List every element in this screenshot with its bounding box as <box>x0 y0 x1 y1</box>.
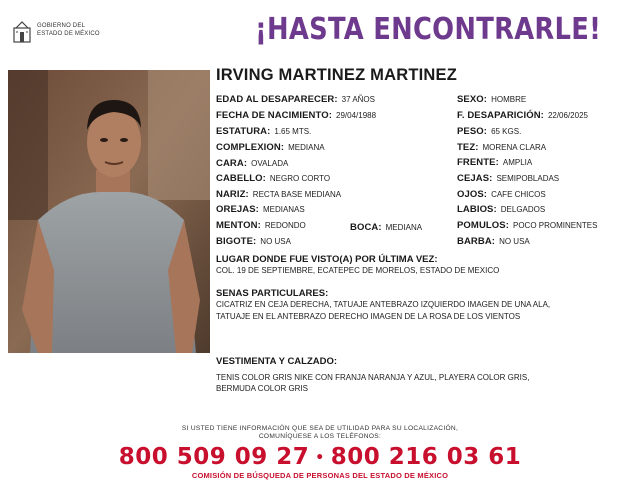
field-peso: PESO: 65 KGS. <box>457 126 522 137</box>
person-name: IRVING MARTINEZ MARTINEZ <box>216 66 457 84</box>
missing-person-photo <box>8 70 210 353</box>
field-bigote: BIGOTE: NO USA <box>216 236 291 247</box>
senas-line-1: CICATRIZ EN CEJA DERECHA, TATUAJE ANTEBRAZO IZQUIERDO IMAGEN DE UNA ALA, <box>216 300 551 309</box>
lugar-title: LUGAR DONDE FUE VISTO(A) POR ÚLTIMA VEZ: <box>216 254 438 265</box>
field-boca: BOCA: MEDIANA <box>350 222 423 233</box>
field-pomulos: POMULOS: POCO PROMINENTES <box>457 220 598 231</box>
senas-title: SENAS PARTICULARES: <box>216 288 329 299</box>
field-frente: FRENTE: AMPLIA <box>457 157 533 168</box>
field-cejas: CEJAS: SEMIPOBLADAS <box>457 173 560 184</box>
field-edad: EDAD AL DESAPARECER: 37 AÑOS <box>216 94 375 105</box>
field-cara: CARA: OVALADA <box>216 158 289 169</box>
field-orejas: OREJAS: MEDIANAS <box>216 204 305 215</box>
field-barba: BARBA: NO USA <box>457 236 530 247</box>
lugar-text: COL. 19 DE SEPTIEMBRE, ECATEPEC DE MORELOS, ESTADO DE MEXICO <box>216 266 500 275</box>
vestimenta-line-2: BERMUDA COLOR GRIS <box>216 384 309 393</box>
field-estatura: ESTATURA: 1.65 MTS. <box>216 126 312 137</box>
field-ojos: OJOS: CAFE CHICOS <box>457 189 546 200</box>
field-complexion: COMPLEXION: MEDIANA <box>216 142 325 153</box>
headline: ¡HASTA ENCONTRARLE! <box>255 12 602 47</box>
vestimenta-line-1: TENIS COLOR GRIS NIKE CON FRANJA NARANJA Y AZUL, PLAYERA COLOR GRIS, <box>216 373 530 382</box>
field-nariz: NARIZ: RECTA BASE MEDIANA <box>216 189 342 200</box>
phone-numbers <box>0 444 640 470</box>
field-fecha-desaparicion: F. DESAPARICIÓN: 22/06/2025 <box>457 110 588 121</box>
info-line-1: SI USTED TIENE INFORMACIÓN QUE SEA DE UTILIDAD PARA SU LOCALIZACIÓN, <box>181 425 459 432</box>
footer-commission: COMISIÓN DE BÚSQUEDA DE PERSONAS DEL ESTADO DE MÉXICO <box>191 471 449 480</box>
phone-separator: • <box>315 449 325 466</box>
government-logo <box>12 20 122 46</box>
field-sexo: SEXO: HOMBRE <box>457 94 527 105</box>
field-menton: MENTON: REDONDO <box>216 220 306 231</box>
info-line-2: COMUNÍQUESE A LOS TELÉFONOS: <box>258 433 382 440</box>
logo-line-1: GOBIERNO DEL <box>37 23 86 29</box>
field-cabello: CABELLO: NEGRO CORTO <box>216 173 331 184</box>
state-emblem-icon <box>12 20 32 44</box>
senas-line-2: TATUAJE EN EL ANTEBRAZO DERECHO IMAGEN DE LA ROSA DE LOS VIENTOS <box>216 312 521 321</box>
phone-2[interactable]: 800 216 03 61 <box>330 444 522 470</box>
vestimenta-title: VESTIMENTA Y CALZADO: <box>216 356 338 367</box>
logo-line-2: ESTADO DE MÉXICO <box>37 30 100 37</box>
field-labios: LABIOS: DELGADOS <box>457 204 546 215</box>
field-tez: TEZ: MORENA CLARA <box>457 142 547 153</box>
field-fecha-nacimiento: FECHA DE NACIMIENTO: 29/04/1988 <box>216 110 377 121</box>
phone-1[interactable]: 800 509 09 27 <box>118 444 310 470</box>
